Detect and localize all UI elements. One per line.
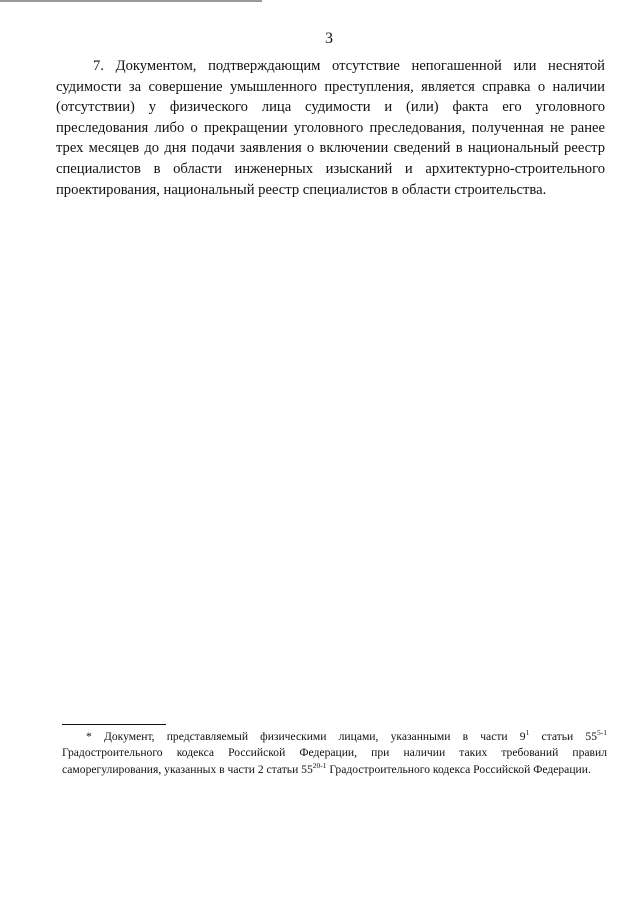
footnote-text-part1: Документ, представляемый физическими лицами, указанными в части 9 xyxy=(91,730,526,743)
footnote-text-part2: статьи 55 xyxy=(529,730,597,743)
footnote xyxy=(62,729,607,778)
footnote-text-part4: Градостроительного кодекса Российской Федерации. xyxy=(326,762,591,776)
footnote-sup-2: 5-1 xyxy=(597,728,607,737)
footnote-divider xyxy=(62,724,166,725)
scan-edge-line xyxy=(0,0,262,2)
footnote-text-part3: Градостроительного кодекса Российской Федерации, при наличии таких требований правил саморегулирования, указанных в части 2 статьи 55 xyxy=(62,746,607,776)
footnote-sup-3: 20-1 xyxy=(312,760,327,770)
page-number: 3 xyxy=(325,30,333,47)
footnote-marker: * xyxy=(86,730,92,743)
paragraph-7: 7. Документом, подтверждающим отсутствие непогашенной или неснятой судимости за совершение умышленного преступления, является справка о наличии (отсутствии) у физического лица судимости и (или) факта его уголовного преследования либо о прекращении уголовного преследования, полученная не ранее трех месяцев до дня подачи заявления о включении сведений в национальный реестр специалистов в области инженерных изысканий и архитектурно-строительного проектирования, национальный реестр специалистов в области строительства. xyxy=(56,58,605,198)
footnote-sup-1: 1 xyxy=(525,728,530,737)
